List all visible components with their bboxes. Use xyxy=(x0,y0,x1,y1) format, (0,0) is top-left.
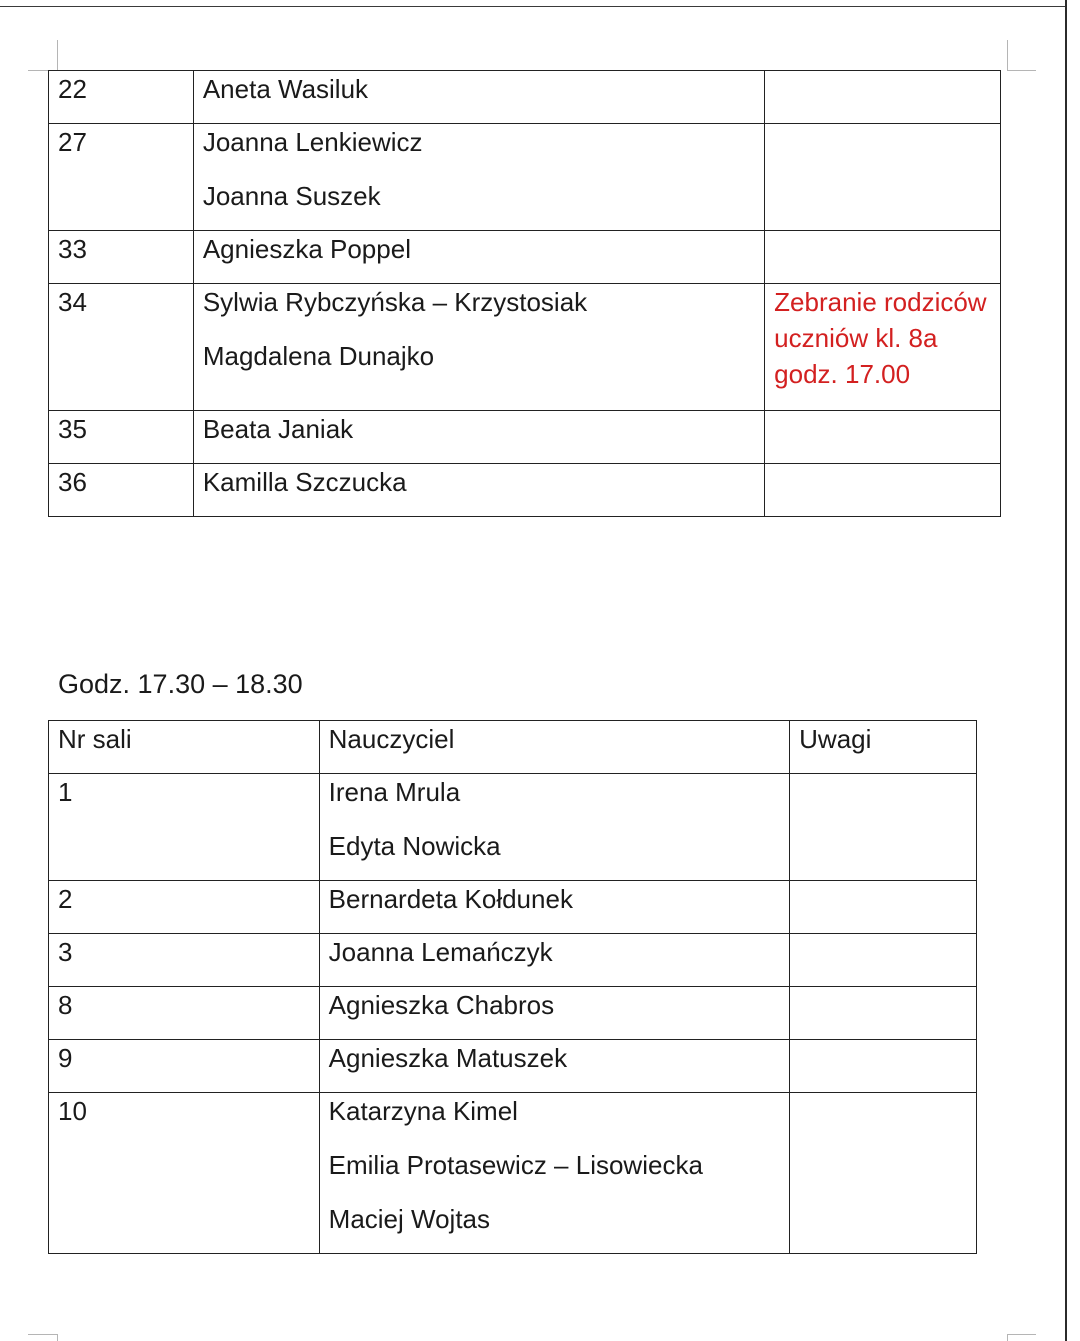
room-cell: 1 xyxy=(49,774,320,881)
teacher-name: Agnieszka Chabros xyxy=(328,990,555,1020)
teacher-name: Joanna Lenkiewicz xyxy=(202,127,423,157)
teacher-cell xyxy=(319,881,789,934)
parent-meeting-note: Zebranie rodziców uczniów kl. 8a godz. 17.00 xyxy=(774,287,987,389)
notes-cell xyxy=(765,284,1001,411)
page-top-edge xyxy=(0,6,1067,7)
teacher-name: Edyta Nowicka xyxy=(328,831,501,861)
notes-cell xyxy=(765,411,1001,464)
room-cell: 9 xyxy=(49,1040,320,1093)
table-row xyxy=(49,987,977,1040)
teacher-cell xyxy=(319,934,789,987)
room-cell: 36 xyxy=(49,464,194,517)
room-cell: 34 xyxy=(49,284,194,411)
crop-mark-bottom-right-h xyxy=(1007,1334,1036,1335)
room-cell: 35 xyxy=(49,411,194,464)
notes-cell xyxy=(790,987,977,1040)
notes-cell xyxy=(765,231,1001,284)
teacher-cell xyxy=(319,987,789,1040)
table-row xyxy=(49,1093,977,1254)
teacher-name: Emilia Protasewicz – Lisowiecka xyxy=(328,1150,703,1180)
teacher-name: Joanna Lemańczyk xyxy=(328,937,553,967)
teacher-name: Sylwia Rybczyńska – Krzystosiak xyxy=(202,287,588,317)
teacher-cell xyxy=(319,774,789,881)
notes-cell xyxy=(765,464,1001,517)
notes-cell xyxy=(790,934,977,987)
teacher-cell xyxy=(319,1040,789,1093)
crop-mark-top-left-v xyxy=(57,40,58,70)
room-cell: 2 xyxy=(49,881,320,934)
notes-cell xyxy=(790,774,977,881)
teacher-name: Beata Janiak xyxy=(202,414,354,444)
room-cell: 8 xyxy=(49,987,320,1040)
teacher-name: Irena Mrula xyxy=(328,777,461,807)
header-teacher: Nauczyciel xyxy=(319,721,789,774)
teacher-cell xyxy=(193,124,764,231)
table-row xyxy=(49,124,1001,231)
notes-cell xyxy=(790,1040,977,1093)
teacher-name: Agnieszka Matuszek xyxy=(328,1043,568,1073)
teacher-cell xyxy=(193,464,764,517)
teacher-cell xyxy=(193,231,764,284)
table-row xyxy=(49,1040,977,1093)
teacher-name: Bernardeta Kołdunek xyxy=(328,884,573,914)
teacher-name: Joanna Suszek xyxy=(202,181,381,211)
notes-cell xyxy=(790,881,977,934)
crop-mark-bottom-left-h xyxy=(28,1334,57,1335)
room-cell: 3 xyxy=(49,934,320,987)
room-cell: 22 xyxy=(49,71,194,124)
teacher-name: Kamilla Szczucka xyxy=(202,467,407,497)
notes-cell xyxy=(790,1093,977,1254)
header-room: Nr sali xyxy=(49,721,320,774)
teacher-name: Katarzyna Kimel xyxy=(328,1096,518,1126)
room-cell: 10 xyxy=(49,1093,320,1254)
crop-mark-bottom-left-v xyxy=(57,1334,58,1341)
teacher-cell xyxy=(193,284,764,411)
room-cell: 27 xyxy=(49,124,194,231)
teacher-cell xyxy=(193,71,764,124)
teacher-name: Magdalena Dunajko xyxy=(202,341,435,371)
notes-cell xyxy=(765,124,1001,231)
table-row xyxy=(49,934,977,987)
table-row xyxy=(49,774,977,881)
table-row xyxy=(49,284,1001,411)
schedule-table xyxy=(48,720,977,1254)
section-heading: Godz. 17.30 – 18.30 xyxy=(58,669,303,699)
teacher-name: Maciej Wojtas xyxy=(328,1204,491,1234)
crop-mark-bottom-right-v xyxy=(1007,1334,1008,1341)
teacher-name: Aneta Wasiluk xyxy=(202,74,369,104)
room-cell: 33 xyxy=(49,231,194,284)
crop-mark-top-right-v xyxy=(1007,40,1008,70)
teacher-cell xyxy=(193,411,764,464)
teacher-cell xyxy=(319,1093,789,1254)
header-notes: Uwagi xyxy=(790,721,977,774)
table-row xyxy=(49,231,1001,284)
table-header-row xyxy=(49,721,977,774)
page-right-edge xyxy=(1065,0,1067,1341)
schedule-table-continued xyxy=(48,70,1001,517)
table-row xyxy=(49,464,1001,517)
table-row xyxy=(49,881,977,934)
notes-cell xyxy=(765,71,1001,124)
teacher-name: Agnieszka Poppel xyxy=(202,234,411,264)
table-row xyxy=(49,411,1001,464)
crop-mark-top-right-h xyxy=(1007,70,1036,71)
table-row xyxy=(49,71,1001,124)
